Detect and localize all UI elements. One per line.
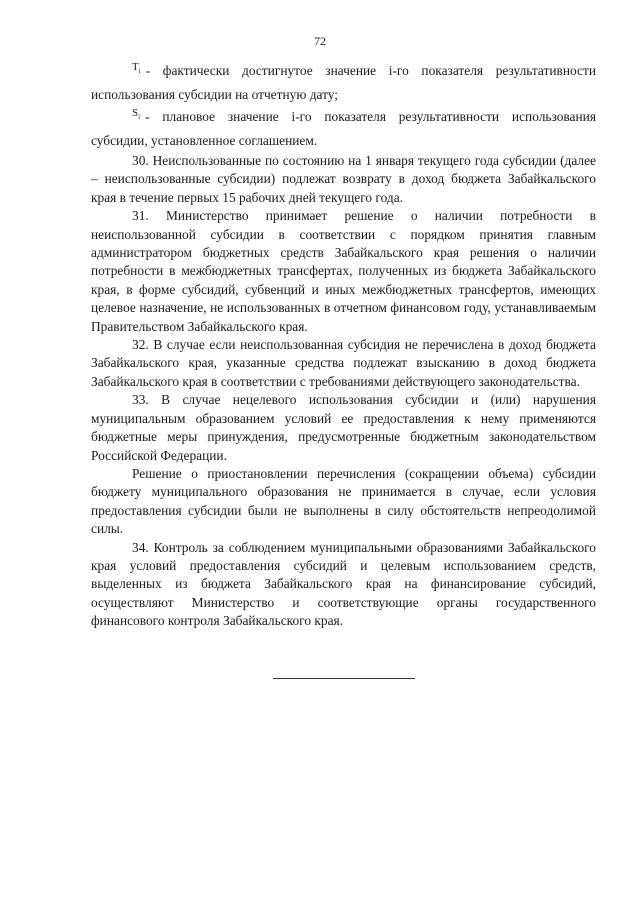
symbol-t: $T_i$ xyxy=(132,61,141,76)
page-number: 72 xyxy=(314,34,326,48)
definition-s-text: - плановое значение i-го показателя результативности использования субсидии, установленное соглашением. xyxy=(91,109,596,148)
paragraph-33: 33. В случае нецелевого использования субсидии и (или) нарушения муниципальным образованием условий ее предоставления к нему применяются бюджетные меры принуждения, предусмотренные бюджетным законодательством Российской Федерации. xyxy=(91,392,596,463)
definitions xyxy=(91,62,596,150)
definition-t-text: - фактически достигнутое значение i-го показателя результативности использования субсидии на отчетную дату; xyxy=(91,63,596,102)
document-body xyxy=(91,62,596,631)
definition-s xyxy=(91,108,596,150)
paragraph-32: 32. В случае если неиспользованная субсидия не перечислена в доход бюджета Забайкальского края, указанные средства подлежат взысканию в доход бюджета Забайкальского края в соответствии с требованиями действующего законодательства. xyxy=(91,337,596,389)
symbol-s: $S_i$ xyxy=(132,107,141,122)
paragraph-34: 34. Контроль за соблюдением муниципальными образованиями Забайкальского края условий предоставления субсидий и целевым использованием средств, выделенных из бюджета Забайкальского края на финансирование субсидий, осуществляют Министерство и соответствующие органы государственного финансового контроля Забайкальского края. xyxy=(91,539,596,629)
definition-t xyxy=(91,62,596,104)
paragraph-30: 30. Неиспользованные по состоянию на 1 января текущего года субсидии (далее – неиспользованные субсидии) подлежат возврату в доход бюджета Забайкальского края в течение первых 15 рабочих дней текущего года. xyxy=(91,153,596,205)
paragraph-33-continued: Решение о приостановлении перечисления (сокращении объема) субсидии бюджету муниципального образования не принимается в случае, если условия предоставления субсидии были не выполнены в силу обстоятельств непреодолимой силы. xyxy=(91,465,596,537)
end-separator-line xyxy=(273,678,415,679)
paragraph-31: 31. Министерство принимает решение о наличии потребности в неиспользованной субсидии в соответствии с порядком принятия главным администратором бюджетных средств Забайкальского края решения о наличии потребности в межбюджетных трансфертах, полученных из бюджета Забайкальского края, в форме субсидий, субвенций и иных межбюджетных трансфертов, имеющих целевое назначение, не использованных в отчетном финансовом году, устанавливаемым Правительством Забайкальского края. xyxy=(91,208,596,334)
